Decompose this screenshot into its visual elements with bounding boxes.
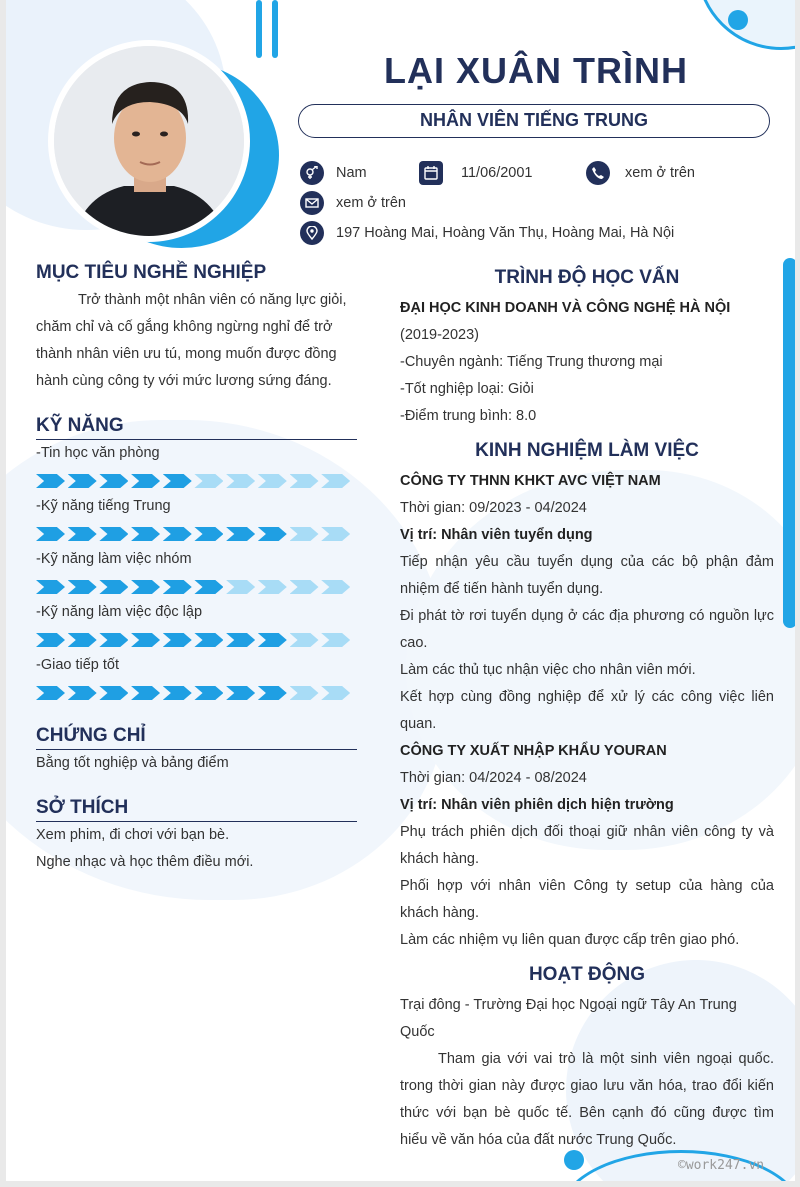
skill-chevron-filled — [68, 580, 97, 594]
education-line: -Chuyên ngành: Tiếng Trung thương mại — [400, 354, 663, 370]
skill-chevron-filled — [131, 633, 160, 647]
skill-chevron-filled — [163, 686, 192, 700]
skill-chevron-filled — [194, 527, 223, 541]
activity-line: Tham gia với vai trò là một sinh viên ngoại quốc. — [438, 1051, 774, 1067]
skill-chevron-filled — [163, 474, 192, 488]
skill-label: -Kỹ năng làm việc nhóm — [36, 551, 192, 567]
education-line: (2019-2023) — [400, 327, 479, 343]
skill-label: -Giao tiếp tốt — [36, 657, 120, 673]
skill-chevron-empty — [290, 474, 319, 488]
skill-chevron-empty — [258, 474, 287, 488]
skill-chevron-empty — [321, 633, 350, 647]
job-duties — [400, 819, 774, 954]
skill-chevron-empty — [194, 474, 223, 488]
certificate-line: Bằng tốt nghiệp và bảng điểm — [36, 755, 229, 771]
contact-phone — [586, 161, 695, 185]
company-name: CÔNG TY THNN KHKT AVC VIỆT NAM — [400, 473, 661, 489]
skill-chevron-empty — [321, 686, 350, 700]
skill-chevron-filled — [99, 527, 128, 541]
experience-heading: KINH NGHIỆM LÀM VIỆC — [475, 440, 699, 461]
activity-description — [400, 1046, 774, 1154]
birthday-value: 11/06/2001 — [461, 165, 533, 181]
duty-line: Làm các thủ tục nhận việc cho nhân viên mới. — [400, 662, 696, 678]
duty-line: khách hàng. — [400, 905, 480, 921]
education-line: -Tốt nghiệp loại: Giỏi — [400, 381, 534, 397]
skill-chevron-filled — [258, 633, 287, 647]
skill-chevron-empty — [258, 580, 287, 594]
contact-address — [300, 221, 674, 245]
skill-chevron-empty — [290, 580, 319, 594]
watermark: ©work247.vn — [678, 1158, 765, 1173]
candidate-name: LẠI XUÂN TRÌNH — [384, 50, 688, 91]
duty-line: Phụ trách phiên dịch đối thoại giữ nhân viên công ty và — [400, 824, 774, 840]
duty-line: Tiếp nhận yêu cầu tuyển dụng của các bộ phận đảm — [400, 554, 774, 570]
skill-chevron-filled — [226, 527, 255, 541]
activity-line: Quốc — [400, 1024, 435, 1040]
skill-chevron-filled — [226, 686, 255, 700]
skill-chevron-filled — [163, 580, 192, 594]
contact-gender — [300, 161, 367, 185]
location-icon — [300, 221, 324, 245]
skill-label: -Kỹ năng làm việc độc lập — [36, 604, 203, 620]
skill-chevron-filled — [194, 633, 223, 647]
activity-line: hiểu về văn hóa của đất nước Trung Quốc. — [400, 1132, 677, 1148]
skill-chevron-filled — [226, 633, 255, 647]
gender-icon — [300, 161, 324, 185]
skill-chevron-empty — [290, 527, 319, 541]
activity-line: Trại đông - Trường Đại học Ngoại ngữ Tây An Trung — [400, 997, 737, 1013]
job-period: Thời gian: 04/2024 - 08/2024 — [400, 770, 587, 786]
skill-chevron-empty — [321, 474, 350, 488]
skill-label: -Tin học văn phòng — [36, 445, 160, 461]
email-value: xem ở trên — [336, 195, 406, 211]
skill-chevron-filled — [99, 633, 128, 647]
cv-page — [6, 0, 795, 1181]
skill-chevron-filled — [99, 580, 128, 594]
skill-chevron-empty — [290, 686, 319, 700]
email-icon — [300, 191, 324, 215]
skill-rating — [36, 633, 353, 647]
skill-chevron-filled — [68, 527, 97, 541]
phone-icon — [586, 161, 610, 185]
duty-line: Kết hợp cùng đồng nghiệp để xử lý các công việc liên — [400, 689, 774, 705]
skill-chevron-filled — [131, 527, 160, 541]
duty-line: Đi phát tờ rơi tuyển dụng ở các địa phương có nguồn lực — [400, 608, 774, 624]
skill-chevron-filled — [36, 474, 65, 488]
skill-chevron-filled — [68, 633, 97, 647]
skill-chevron-empty — [290, 633, 319, 647]
duty-line: khách hàng. — [400, 851, 480, 867]
contact-email — [300, 191, 406, 215]
skill-chevron-filled — [131, 686, 160, 700]
decor-dot — [728, 10, 748, 30]
company-name: CÔNG TY XUẤT NHẬP KHẨU YOURAN — [400, 743, 667, 759]
avatar-photo — [54, 46, 244, 236]
hobby-line: Xem phim, đi chơi với bạn bè. — [36, 827, 230, 843]
objective-line: Trở thành một nhân viên có năng lực giỏi, — [78, 292, 347, 308]
certificates-heading: CHỨNG CHỈ — [36, 725, 357, 750]
contact-birthday — [419, 161, 533, 185]
objective-heading: MỤC TIÊU NGHỀ NGHIỆP — [36, 262, 267, 283]
skill-rating — [36, 686, 353, 700]
job-title: NHÂN VIÊN TIẾNG TRUNG — [298, 104, 770, 138]
skill-chevron-empty — [321, 527, 350, 541]
objective-line: thành nhân viên ưu tú, mong muốn được đồng — [36, 346, 337, 362]
job-position: Vị trí: Nhân viên phiên dịch hiện trường — [400, 797, 674, 813]
objective-line: hành cùng công ty với mức lương sứng đáng. — [36, 373, 332, 389]
duty-line: Phối hợp với nhân viên Công ty setup của hàng của — [400, 878, 774, 894]
objective-line: chăm chỉ và cố gắng không ngừng nghỉ để trở — [36, 319, 333, 335]
skill-chevron-filled — [131, 580, 160, 594]
skill-chevron-filled — [258, 527, 287, 541]
activity-line: thức với bạn bè quốc tế. Bên cạnh đó cũng được tìm — [400, 1105, 774, 1121]
skill-rating — [36, 580, 353, 594]
duty-line: Làm các nhiệm vụ liên quan được cấp trên giao phó. — [400, 932, 740, 948]
job-duties — [400, 549, 774, 738]
gender-value: Nam — [336, 165, 367, 181]
skill-chevron-filled — [99, 474, 128, 488]
phone-value: xem ở trên — [625, 165, 695, 181]
skills-heading: KỸ NĂNG — [36, 415, 357, 440]
skill-chevron-filled — [68, 686, 97, 700]
address-value: 197 Hoàng Mai, Hoàng Văn Thụ, Hoàng Mai, Hà Nội — [336, 225, 675, 241]
school-name: ĐẠI HỌC KINH DOANH VÀ CÔNG NGHỆ HÀ NỘI — [400, 300, 731, 316]
duty-line: nhiệm để tiến hành tuyển dụng. — [400, 581, 604, 597]
skill-label: -Kỹ năng tiếng Trung — [36, 498, 171, 514]
skill-chevron-empty — [321, 580, 350, 594]
skill-chevron-filled — [194, 686, 223, 700]
hobby-line: Nghe nhạc và học thêm điều mới. — [36, 854, 254, 870]
duty-line: cao. — [400, 635, 428, 651]
duty-line: quan. — [400, 716, 437, 732]
skill-rating — [36, 474, 353, 488]
hobbies-heading: SỞ THÍCH — [36, 797, 357, 822]
skill-chevron-filled — [36, 633, 65, 647]
skill-chevron-empty — [226, 474, 255, 488]
objective-text — [36, 287, 357, 395]
skill-chevron-empty — [226, 580, 255, 594]
skill-chevron-filled — [68, 474, 97, 488]
activity-line: trong thời gian này được giao lưu văn hóa, trao đổi kiến — [400, 1078, 774, 1094]
skill-chevron-filled — [99, 686, 128, 700]
skill-chevron-filled — [258, 686, 287, 700]
education-heading: TRÌNH ĐỘ HỌC VẤN — [494, 267, 680, 288]
skill-chevron-filled — [36, 686, 65, 700]
skill-chevron-filled — [194, 580, 223, 594]
skill-chevron-filled — [163, 527, 192, 541]
skill-chevron-filled — [36, 527, 65, 541]
calendar-icon — [419, 161, 443, 185]
skill-chevron-filled — [131, 474, 160, 488]
education-line: -Điểm trung bình: 8.0 — [400, 408, 537, 424]
decor-side-bar — [783, 258, 795, 628]
skill-chevron-filled — [163, 633, 192, 647]
avatar — [48, 40, 250, 242]
job-period: Thời gian: 09/2023 - 04/2024 — [400, 500, 587, 516]
skill-rating — [36, 527, 353, 541]
activities-heading: HOẠT ĐỘNG — [528, 964, 646, 985]
job-position: Vị trí: Nhân viên tuyển dụng — [400, 527, 593, 543]
skill-chevron-filled — [36, 580, 65, 594]
